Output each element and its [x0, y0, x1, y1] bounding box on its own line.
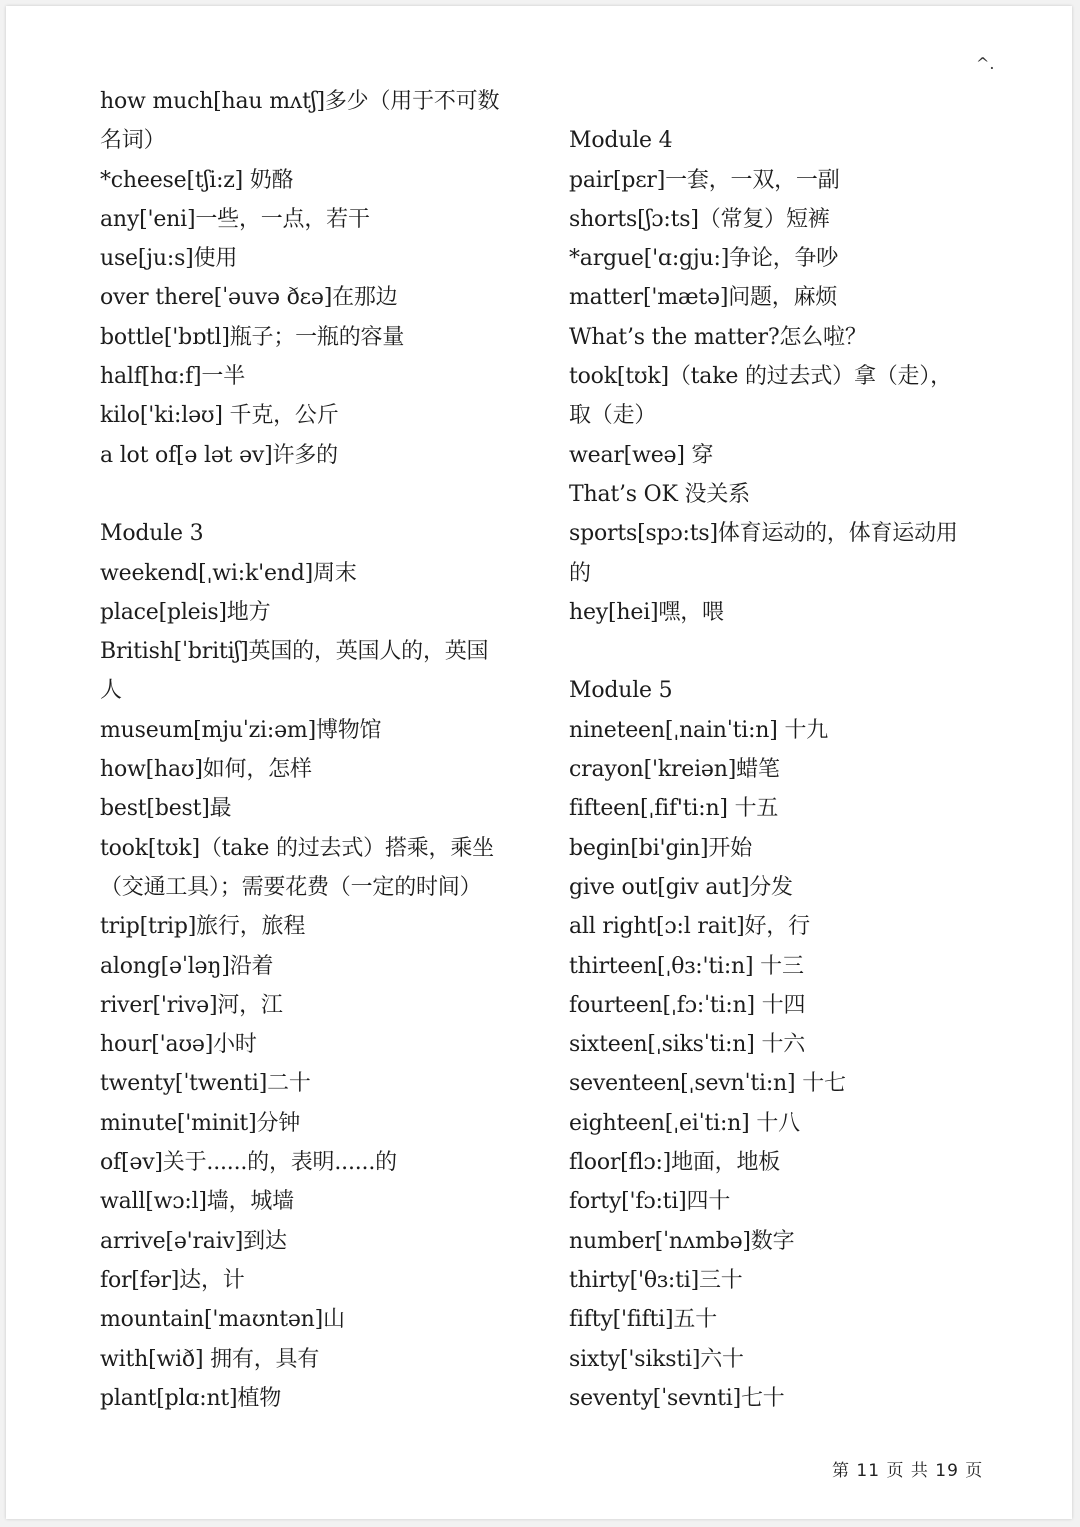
left-vocab-line: hour['aʊə]小时: [100, 1032, 257, 1058]
left-vocab-line: minute['minit]分钟: [100, 1110, 301, 1136]
left-blank-line: [100, 475, 530, 514]
left-vocab-line: 名词）: [100, 128, 166, 154]
right-vocab-line: pair[pɛr]一套，一双，一副: [569, 167, 840, 193]
left-vocab-line: half[hɑ:f]一半: [100, 364, 246, 390]
right-vocab-line: 取（走）: [569, 403, 657, 429]
right-vocab-line: *argue['ɑ:gju:]争论，争吵: [569, 246, 839, 272]
right-vocab-line: sports[spɔ:ts]体育运动的，体育运动用: [569, 521, 958, 547]
right-blank-line: [569, 632, 989, 671]
right-vocab-line: forty['fɔ:ti]四十: [569, 1189, 731, 1215]
left-vocab-line: river['rivə]河，江: [100, 992, 283, 1018]
right-vocab-line: sixteen[ˌsiksˈti:n] 十六: [569, 1032, 806, 1058]
left-vocab-line: along[əˈləŋ]沿着: [100, 953, 274, 979]
left-vocab-line: （交通工具）；需要花费（一定的时间）: [100, 874, 482, 900]
right-vocab-line: all right[ɔ:l rait]好，行: [569, 914, 810, 940]
right-blank-line: [569, 82, 989, 121]
right-vocab-line: seventeen[ˌsevnˈti:n] 十七: [569, 1071, 846, 1097]
left-vocab-line: *cheese[tʃi:z] 奶酪: [100, 167, 294, 193]
left-vocab-line: any['eni]一些，一点，若干: [100, 206, 370, 232]
left-vocab-line: how[haʊ]如何，怎样: [100, 757, 312, 783]
left-column: [100, 82, 530, 1418]
left-vocab-line: wall[wɔ:l]墙，城墙: [100, 1189, 294, 1215]
right-vocab-line: wear[weə] 穿: [569, 442, 714, 468]
right-vocab-line: Module 5: [569, 678, 673, 704]
right-vocab-line: number[ˈnʌmbə]数字: [569, 1228, 795, 1254]
right-vocab-line: took[tʊk]（take 的过去式）拿（走），: [569, 364, 952, 390]
right-vocab-line: eighteen[ˌeiˈti:n] 十八: [569, 1110, 800, 1136]
left-vocab-line: British[ˈbritiʃ]英国的，英国人的，英国: [100, 639, 489, 665]
left-vocab-line: over there[ˈəuvə ðɛə]在那边: [100, 285, 398, 311]
right-vocab-line: fifty['fifti]五十: [569, 1307, 718, 1333]
right-vocab-line: 的: [569, 560, 591, 586]
left-vocab-line: use[ju:s]使用: [100, 246, 238, 272]
right-vocab-line: shorts[ʃɔ:ts]（常复）短裤: [569, 206, 830, 232]
right-column: [569, 82, 989, 1418]
left-vocab-line: Module 3: [100, 521, 204, 547]
right-vocab-line: floor[flɔ:]地面，地板: [569, 1150, 781, 1176]
left-vocab-line: museum[mjuˈzi:əm]博物馆: [100, 717, 382, 743]
right-vocab-line: matter['mætə]问题，麻烦: [569, 285, 838, 311]
left-vocab-line: a lot of[ə lət əv]许多的: [100, 442, 338, 468]
left-vocab-line: trip[trip]旅行，旅程: [100, 914, 306, 940]
right-vocab-line: What’s the matter?怎么啦？: [569, 324, 867, 350]
document-page: [6, 6, 1072, 1519]
left-vocab-line: kilo['ki:ləʊ] 千克，公斤: [100, 403, 339, 429]
right-vocab-line: fifteen[ˌfif'ti:n] 十五: [569, 796, 779, 822]
left-vocab-line: weekend[ˌwi:k'end]周末: [100, 560, 357, 586]
right-vocab-line: fourteen[ˌfɔ:ˈti:n] 十四: [569, 992, 806, 1018]
left-vocab-line: best[best]最: [100, 796, 232, 822]
right-vocab-line: nineteen[ˌnainˈti:n] 十九: [569, 717, 829, 743]
left-vocab-line: plant[plɑ:nt]植物: [100, 1385, 282, 1411]
left-vocab-line: twenty[ˈtwenti]二十: [100, 1071, 311, 1097]
right-vocab-line: hey[hei]嘿，喂: [569, 599, 724, 625]
right-vocab-line: crayon['kreiən]蜡笔: [569, 757, 780, 783]
left-vocab-line: of[əv]关于......的，表明......的: [100, 1150, 397, 1176]
right-vocab-line: give out[giv aut]分发: [569, 874, 793, 900]
left-vocab-line: how much[hau mʌtʃ]多少（用于不可数: [100, 89, 500, 114]
left-vocab-line: mountain['maʊntən]山: [100, 1307, 345, 1333]
left-vocab-line: 人: [100, 678, 122, 704]
right-vocab-line: sixty['siksti]六十: [569, 1346, 744, 1372]
right-vocab-line: thirty['θɜ:ti]三十: [569, 1267, 743, 1293]
right-vocab-line: begin[bi'gin]开始: [569, 835, 753, 861]
right-vocab-line: Module 4: [569, 128, 673, 154]
left-vocab-line: bottle['bɒtl]瓶子；一瓶的容量: [100, 324, 405, 350]
left-vocab-line: arrive[ə'raiv]到达: [100, 1228, 287, 1254]
left-vocab-line: place[pleis]地方: [100, 599, 271, 625]
right-vocab-line: thirteen[ˌθɜ:'ti:n] 十三: [569, 953, 804, 979]
left-vocab-line: took[tʊk]（take 的过去式）搭乘，乘坐: [100, 835, 494, 861]
right-vocab-line: seventy[ˈsevnti]七十: [569, 1385, 785, 1411]
corner-mark: ^.: [976, 54, 995, 73]
left-vocab-line: for[fər]达，计: [100, 1267, 245, 1293]
left-vocab-line: with[wið] 拥有，具有: [100, 1346, 320, 1372]
right-vocab-line: That’s OK 没关系: [569, 481, 750, 507]
page-footer: 第 11 页 共 19 页: [832, 1461, 984, 1481]
